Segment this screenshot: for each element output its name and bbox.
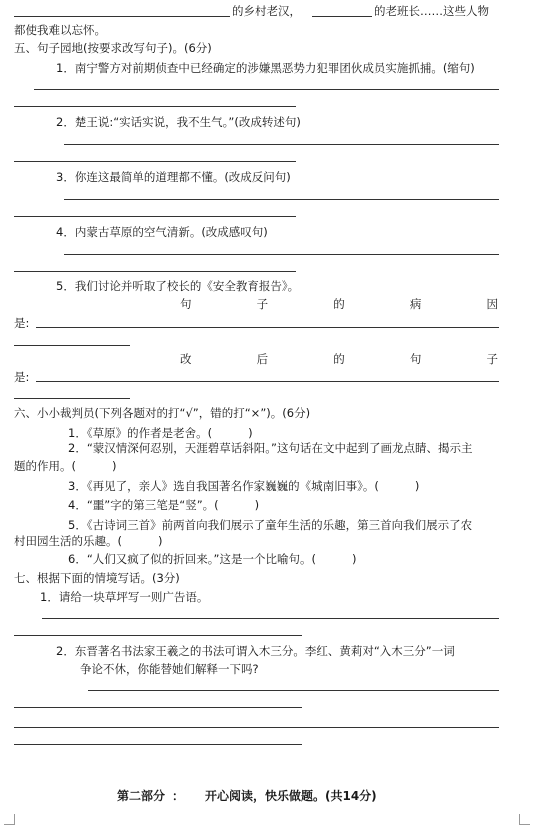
intro-text: 的老班长……这些人物 — [374, 4, 489, 18]
section-heading: 五、句子园地(按要求改写句子)。(6分) — [14, 41, 212, 55]
reason-char: 病 — [409, 297, 422, 311]
judge-item: 村田园生活的乐趣。( ) — [14, 534, 163, 548]
judge-item: 4．“噩”字的第三笔是“竖”。( ) — [68, 498, 260, 512]
answer-line[interactable] — [14, 635, 302, 636]
part-colon: ： — [172, 789, 185, 803]
intro-text: 的乡村老汉， — [232, 4, 301, 18]
section-heading: 六、小小裁判员(下列各题对的打“√”，错的打“×”)。(6分) — [14, 406, 311, 420]
question-text: 5．我们讨论并听取了校长的《安全教育报告》。 — [56, 279, 300, 293]
question-text: 争论不休，你能替她们解释一下吗? — [80, 662, 259, 676]
reason-char: 的 — [333, 297, 345, 311]
corner-mark — [519, 814, 530, 825]
judge-item: 3．《再见了，亲人》选自我国著名作家巍巍的《城南旧事》。( ) — [68, 479, 420, 493]
answer-line[interactable] — [14, 345, 130, 346]
revised-char: 后 — [256, 352, 269, 366]
revised-char: 子 — [486, 352, 498, 366]
answer-line[interactable] — [312, 16, 372, 17]
judge-item: 5．《古诗词三首》前两首向我们展示了童年生活的乐趣，第三首向我们展示了农 — [68, 518, 473, 532]
revised-char: 的 — [333, 352, 345, 366]
judge-item: 2．“蒙汉情深何忍别，天涯碧草话斜阳。”这句话在文中起到了画龙点睛、揭示主 — [68, 441, 473, 455]
judge-item: 题的作用。( ) — [14, 459, 117, 473]
judge-item: 6．“人们又疯了似的折回来。”这是一个比喻句。( ) — [68, 552, 357, 566]
reason-char: 子 — [256, 297, 269, 311]
reason-label — [180, 296, 498, 312]
section-heading: 七、根据下面的情境写话。(3分) — [14, 571, 180, 585]
answer-line[interactable] — [14, 16, 230, 17]
revised-label — [180, 351, 498, 367]
answer-line[interactable] — [64, 199, 499, 200]
part-title: 开心阅读，快乐做题。(共14分) — [205, 789, 377, 803]
answer-line[interactable] — [14, 398, 130, 399]
answer-line[interactable] — [42, 618, 499, 619]
answer-line[interactable] — [14, 106, 296, 107]
answer-line[interactable] — [14, 271, 296, 272]
revised-tail: 是: — [14, 370, 30, 384]
answer-line[interactable] — [64, 144, 499, 145]
answer-line[interactable] — [34, 89, 499, 90]
intro-text: 都使我难以忘怀。 — [14, 23, 106, 37]
answer-line[interactable] — [14, 744, 302, 745]
question-text: 3．你连这最简单的道理都不懂。(改成反问句) — [56, 170, 291, 184]
corner-mark — [4, 814, 15, 825]
answer-line[interactable] — [36, 327, 499, 328]
question-text: 2．东晋著名书法家王羲之的书法可谓入木三分。李红、黄莉对“入木三分”一词 — [56, 644, 455, 658]
revised-char: 句 — [409, 352, 422, 366]
question-text: 4．内蒙古草原的空气清新。(改成感叹句) — [56, 225, 268, 239]
reason-char: 句 — [180, 297, 192, 311]
answer-line[interactable] — [14, 707, 302, 708]
question-text: 1．请给一块草坪写一则广告语。 — [40, 590, 209, 604]
question-text: 2．楚王说:“实话实说，我不生气。”(改成转述句) — [56, 115, 301, 129]
question-text: 1．南宁警方对前期侦查中已经确定的涉嫌黑恶势力犯罪团伙成员实施抓捕。(缩句) — [56, 61, 475, 75]
answer-line[interactable] — [64, 254, 499, 255]
answer-line[interactable] — [88, 690, 499, 691]
part-label: 第二部分 — [117, 789, 166, 803]
answer-line[interactable] — [14, 161, 296, 162]
revised-char: 改 — [180, 352, 192, 366]
reason-char: 因 — [486, 297, 498, 311]
answer-line[interactable] — [14, 727, 499, 728]
answer-line[interactable] — [14, 216, 296, 217]
answer-line[interactable] — [36, 381, 499, 382]
reason-tail: 是: — [14, 316, 30, 330]
judge-item: 1．《草原》的作者是老舍。( ) — [68, 426, 253, 440]
